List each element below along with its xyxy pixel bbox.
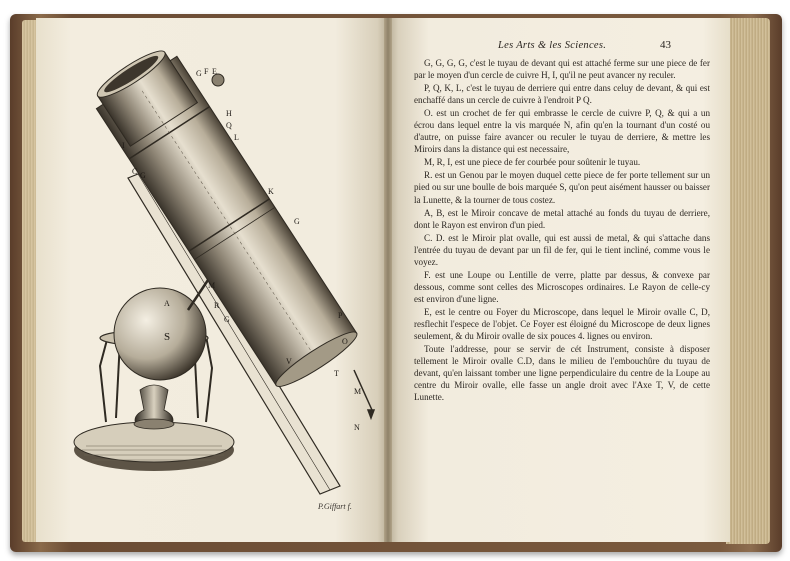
running-head: Les Arts & les Sciences. — [498, 40, 607, 51]
letter-P: P — [338, 311, 343, 320]
pedestal — [135, 385, 173, 424]
letter-M: M — [208, 281, 216, 290]
paragraph-flat-mirror: C. D. est le Miroir plat ovalle, qui est aussi de metal, & qui s'attache dans l'entrée du tuyau de devant par un fil de fer, qui le tient incliné, comme vous le voyez. — [414, 232, 710, 267]
letter-S: S — [164, 331, 171, 343]
letter-G-low: G — [224, 315, 230, 324]
letter-C: C — [132, 167, 138, 176]
letter-V: V — [286, 357, 292, 366]
paragraph-focus: E, est le centre ou Foyer du Microscope, dans lequel le Miroir ovalle C, D, resflechit l'espece de l'objet. Ce Foyer est éloigné du Microscope de deux lignes seulement, & du Miroir ovalle de six pouces 4. lignes ou environ. — [414, 306, 710, 342]
letter-E: E — [212, 67, 217, 76]
page-edges-right — [726, 18, 770, 544]
paragraph-usage: Toute l'addresse, pour se servir de cét Instrument, consiste à disposer tellement le Miroir ovalle C.D, dans le milieu de l'embouchûre du tuyau de devant, qu'en laissant tomber une ligne perpendiculaire du centre de la Loupe au centre du Miroir ovalle, elle fasse un angle droit avec l'Axe T, V, de cette Lunette. — [414, 344, 710, 403]
letter-H: H — [226, 109, 232, 118]
paragraph-support: M, R, I, est une piece de fer courbée pour soûtenir le tuyau. — [424, 157, 641, 168]
letter-I: I — [122, 141, 125, 150]
page-text — [414, 57, 710, 404]
paragraph-lens: F. est une Loupe ou Lentille de verre, platte par dessus, & convexe par dessous, comme sont celles des Microscopes ordinaires. Le Rayon de celle-cy est environ d'une ligne. — [414, 269, 710, 304]
letter-A: A — [164, 299, 170, 308]
letter-M-low: M — [354, 387, 362, 396]
letter-K: K — [268, 187, 274, 196]
letter-G-right: G — [294, 217, 300, 226]
engraver-signature: P.Giffart f. — [318, 502, 352, 511]
page-number: 43 — [660, 39, 671, 51]
telescope-engraving — [36, 18, 388, 542]
paragraph-knee: R. est un Genou par le moyen duquel cette piece de fer porte tellement sur un pied ou sur une boulle de bois marquée S, qu'on peut aisément hausser ou baisser la Lunette, & la tourner de tous costez. — [414, 170, 710, 205]
paragraph-hook: O. est un crochet de fer qui embrasse le cercle de cuivre P, Q, & qui a un écrou dans lequel entre la vis marquée N, afin qu'en la tournant d'un costé ou d'autre, on puisse faire avancer ou reculer le tuyau de derriere, & mettre les Miroirs dans la distance qui est necessaire, — [414, 108, 710, 155]
pedestal-foot — [134, 419, 174, 429]
letter-G-left: G — [140, 171, 146, 180]
paragraph-concave-mirror: A, B, est le Miroir concave de metal attaché au fonds du tuyau de derriere, dont le Rayon est environ d'un pied. — [414, 207, 710, 230]
letter-L: L — [234, 133, 239, 142]
letter-O: O — [342, 337, 348, 346]
letter-Q: Q — [226, 121, 232, 130]
letter-F: F — [204, 67, 209, 76]
letter-G-top: G — [196, 69, 202, 78]
paragraph-tube-back: P, Q, K, L, c'est le tuyau de derriere qui entre dans celuy de devant, & qui est enchaffé dans un cercle de cuivre à l'endroit P Q. — [414, 83, 710, 106]
letter-N: N — [354, 423, 360, 432]
paragraph-tube-front: G, G, G, G, c'est le tuyau de devant qui est attaché ferme sur une piece de fer par le moyen d'un cercle de cuivre H, I, qu'il ne peut avancer ny reculer. — [414, 58, 710, 81]
letter-R: R — [214, 301, 220, 310]
letter-T: T — [334, 369, 339, 378]
